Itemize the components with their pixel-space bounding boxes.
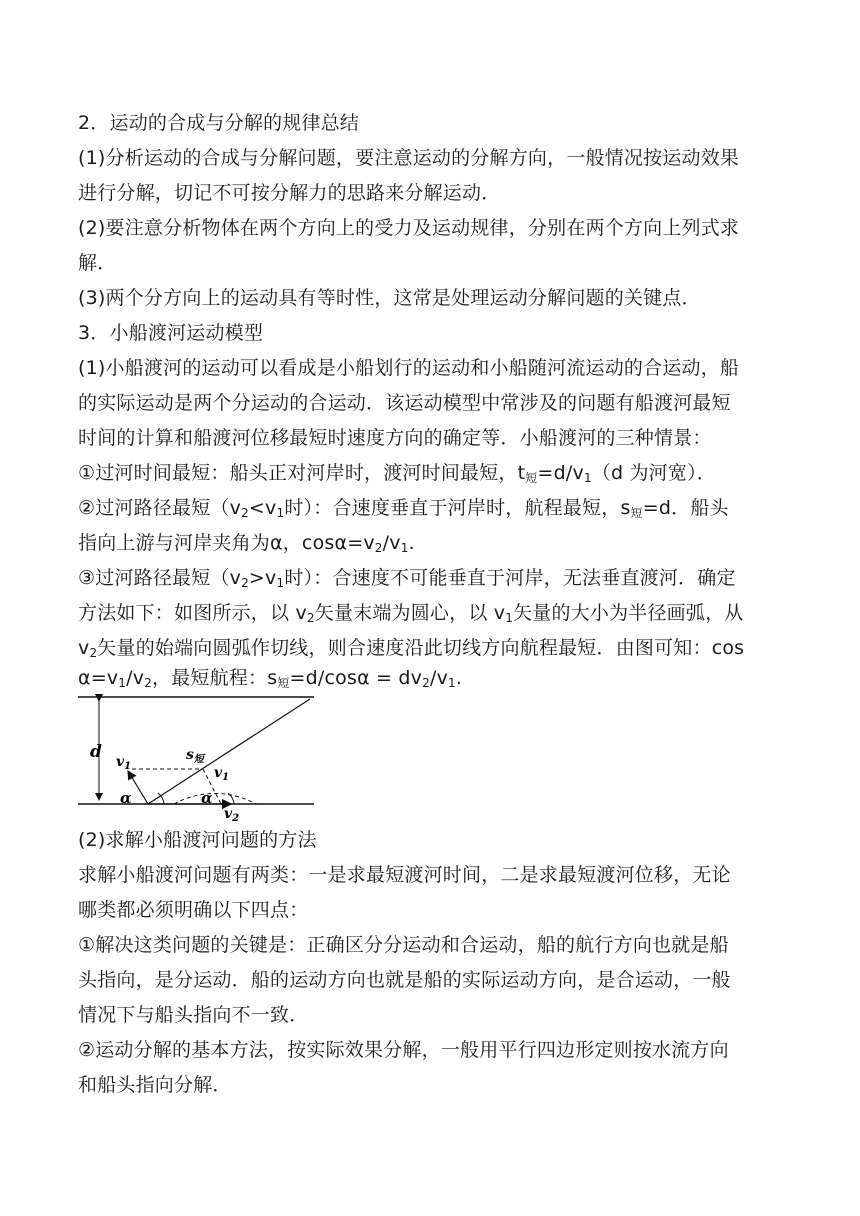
paragraph-line: ②运动分解的基本方法，按实际效果分解，一般用平行四边形定则按水流方向 [78, 1039, 729, 1061]
paragraph-line: 和船头指向分解． [78, 1074, 232, 1096]
paragraph-line: 哪类都必须明确以下四点： [78, 899, 309, 921]
label-v1-left: $v_1$ [116, 754, 132, 772]
diagram-svg [78, 693, 318, 821]
paragraph-line: 时间的计算和船渡河位移最短时速度方向的确定等．小船渡河的三种情景： [78, 427, 712, 449]
paragraph-line: ①解决这类问题的关键是：正确区分分运动和合运动，船的航行方向也就是船 [78, 934, 729, 956]
heading-2: 2．运动的合成与分解的规律总结 [78, 112, 360, 134]
paragraph-line: 求解小船渡河问题有两类：一是求最短渡河时间，二是求最短渡河位移，无论 [78, 864, 731, 886]
label-v2: $v_2$ [224, 806, 240, 821]
heading-3: 3．小船渡河运动模型 [78, 322, 264, 344]
paragraph-line: (1)分析运动的合成与分解问题，要注意运动的分解方向，一般情况按运动效果 [78, 147, 740, 169]
river-crossing-diagram [78, 693, 318, 821]
label-alpha-right: α [201, 789, 213, 807]
case3-line-2: 方法如下：如图所示，以 $v_2$矢量末端为圆心，以 $v_1$矢量的大小为半径画弧，从 [78, 602, 744, 625]
resultant-path [148, 699, 310, 804]
case3-line-3: $v_2$矢量的始端向圆弧作切线，则合速度沿此切线方向航程最短．由图可知：cos [78, 637, 745, 660]
paragraph-line: (2)要注意分析物体在两个方向上的受力及运动规律，分别在两个方向上列式求 [78, 217, 740, 239]
paragraph-line: 情况下与船头指向不一致． [78, 1004, 309, 1026]
paragraph-line: 的实际运动是两个分运动的合运动．该运动模型中常涉及的问题有船渡河最短 [78, 392, 731, 414]
paragraph-line: 头指向，是分运动．船的运动方向也就是船的实际运动方向，是合运动，一般 [78, 969, 731, 991]
paragraph-line: 进行分解，切记不可按分解力的思路来分解运动． [78, 182, 501, 204]
case3-line-1: ③过河路径最短（$v_2>v_1$时）：合速度不可能垂直于河岸，无法垂直渡河．确定 [78, 567, 736, 590]
label-v1-right: $v_1$ [214, 765, 230, 783]
case2-line-1: ②过河路径最短（$v_2<v_1$时）：合速度垂直于河岸时，航程最短，$s_短=d$．船头 [78, 497, 729, 520]
paragraph-line: (1)小船渡河的运动可以看成是小船划行的运动和小船随河流运动的合运动，船 [78, 357, 740, 379]
case3-line-4: $\alpha=v_1/v_2$，最短航程：$s_短=d$/cosα = $dv_2/v_1$. [78, 667, 463, 690]
case2-line-2: 指向上游与河岸夹角为α，$\cos\alpha=v_2/v_1$. [78, 532, 415, 555]
label-d: d [90, 742, 102, 762]
heading-method: (2)求解小船渡河问题的方法 [78, 829, 317, 851]
case1-line: ①过河时间最短：船头正对河岸时，渡河时间最短，$t_短=d/v_1(d$ 为河宽）． [78, 462, 716, 485]
paragraph-line: 解． [78, 252, 117, 274]
dashed-arc [174, 793, 256, 804]
label-s-short: $s_短$ [186, 747, 204, 765]
paragraph-line: (3)两个分方向上的运动具有等时性，这常是处理运动分解问题的关键点． [78, 287, 701, 309]
label-alpha-left: α [120, 789, 132, 807]
